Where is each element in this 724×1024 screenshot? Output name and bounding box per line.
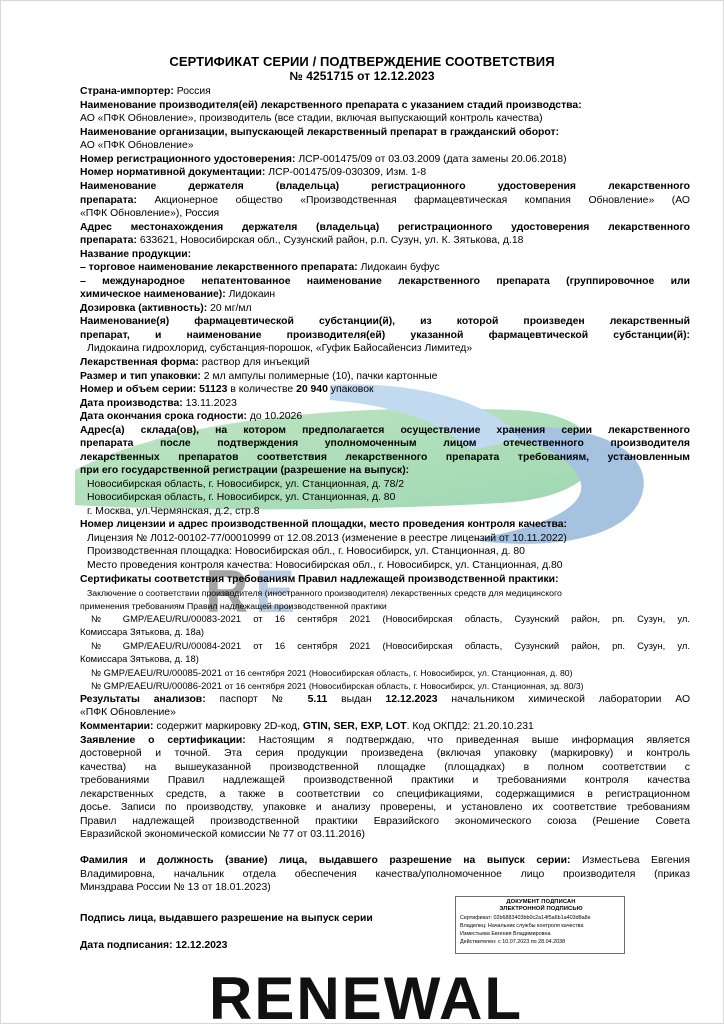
gmp-cert-1-cont: Комиссара Зятькова, д. 18а) <box>80 626 205 637</box>
holder-value-cont: «ПФК Обновление»), Россия <box>80 208 220 219</box>
certification-statement-3: качества) на вышеуказанной производственной площадке (площадках) в полном соответствии с <box>80 762 690 773</box>
license-value: Лицензия № Л012-00102-77/00010999 от 12.08.2013 (изменение в реестре лицензий от 10.11.2022) <box>87 533 567 544</box>
inn-value: химическое наименование): Лидокаин <box>80 289 276 300</box>
signature-label: Подпись лица, выдавшего разрешение на выпуск серии <box>80 913 373 924</box>
warehouse-label-cont3: при его государственной регистрации (разрешение на выпуск): <box>80 465 410 476</box>
gmp-cert-3: № GMP/EAEU/RU/00085-2021 от 16 сентября 2021 (Новосибирская область, г. Новосибирск, ул. Станционная, д. 80) <box>91 667 573 678</box>
analysis-results: Результаты анализов: паспорт № 5.11 выдан 12.12.2023 начальником химической лаборатории АО <box>80 694 691 705</box>
certification-statement-2: достоверной и точной. Эта серия продукции произведена (включая упаковку (маркировку) и контроль <box>80 748 690 759</box>
warehouse-label-cont2: лекарственных препаратов соответствия лекарственного препарата требованиям, установленным <box>80 452 690 463</box>
electronic-signature-stamp <box>455 896 625 954</box>
gmp-cert-1: № GMP/EAEU/RU/00083-2021 от 16 сентября 2021 (Новосибирская область, Сузунский район, рп. Сузун, ул. <box>91 613 690 624</box>
certification-statement-8: Евразийской экономической комиссии № 77 от 03.11.2016) <box>80 829 365 840</box>
qp-name: Фамилия и должность (звание) лица, выдавшего разрешение на выпуск серии: Изместьева Евгения <box>80 855 690 866</box>
warehouse-label-cont1: препарата после подтверждения уполномоченным лицом отечественного производителя <box>80 438 690 449</box>
qp-name-cont: Владимировна, начальник отдела обеспечения качества/уполномоченное лицо производителя (приказ <box>80 869 690 880</box>
product-name-label: Название продукции: <box>80 249 192 260</box>
warehouse-address-1: Новосибирская область, г. Новосибирск, ул. Станционная, д. 78/2 <box>87 479 405 490</box>
dosage-form: Лекарственная форма: раствор для инъекций <box>80 357 310 368</box>
warehouse-address-2: Новосибирская область, г. Новосибирск, ул. Станционная, д. 80 <box>87 492 396 503</box>
signature-stamp-title: ДОКУМЕНТ ПОДПИСАН <box>506 899 576 905</box>
signature-validity: Действителен: с 10.07.2023 по 28.04.2038 <box>460 939 566 945</box>
manufacturer-value: АО «ПФК Обновление», производитель (все стадии, включая выпускающий контроль качества) <box>80 113 543 124</box>
inn-label: – международное непатентованное наименование лекарственного препарата (группировочное или <box>80 276 690 287</box>
production-site: Производственная площадка: Новосибирская обл., г. Новосибирск, ул. Станционная, д. 80 <box>87 546 525 557</box>
svg-text:E: E <box>255 558 297 625</box>
gmp-cert-4: № GMP/EAEU/RU/00086-2021 от 16 сентября 2021 (Новосибирская область, г. Новосибирск, ул. Станционная, зд. 80/3) <box>91 680 584 691</box>
gmp-label: Сертификаты соответствия требованиям Правил надлежащей производственной практики: <box>80 574 559 585</box>
release-org-label: Наименование организации, выпускающей лекарственный препарат в гражданский оборот: <box>80 127 560 138</box>
release-org-value: АО «ПФК Обновление» <box>80 140 194 151</box>
normative-doc-number: Номер нормативной документации: ЛСР-001475/09-030309, Изм. 1-8 <box>80 167 427 178</box>
svg-text:R: R <box>205 558 250 625</box>
batch-number: Номер и объем серии: 51123 в количестве 20 940 упаковок <box>80 384 374 395</box>
quality-control-site: Место проведения контроля качества: Новосибирская обл., г. Новосибирск, ул. Станционная, д.80 <box>87 560 563 571</box>
certificate-title: СЕРТИФИКАТ СЕРИИ / ПОДТВЕРЖДЕНИЕ СООТВЕТСТВИЯ <box>169 54 555 69</box>
gmp-cert-2: № GMP/EAEU/RU/00084-2021 от 16 сентября 2021 (Новосибирская область, Сузунский район, рп. Сузун, ул. <box>91 640 690 651</box>
certification-statement: Заявление о сертификации: Настоящим я подтверждаю, что приведенная выше информация является <box>80 735 691 746</box>
expiry-date: Дата окончания срока годности: до 10.2026 <box>80 411 303 422</box>
warehouse-label: Адрес(а) склада(ов), на котором предполагается осуществление хранения серии лекарственного <box>80 425 690 436</box>
trade-name: – торговое наименование лекарственного препарата: Лидокаин буфус <box>80 262 440 273</box>
signature-certificate: Сертификат: 02b6883403bb0c2a14f5a6b1a403d8a8e <box>460 915 591 921</box>
gmp-conclusion: Заключение о соответствии производителя (иностранного производителя) лекарственных средств для медицинского <box>87 588 562 598</box>
gmp-conclusion-cont: применения требованиям Правил надлежащей производственной практики <box>80 601 387 611</box>
certification-statement-4: требованиями Правил надлежащей производственной практики и требованиями контроля качества <box>80 775 690 786</box>
substance-value: Лидокаина гидрохлорид, субстанция-порошок, «Гуфик Байосайенсиз Лимитед» <box>87 343 473 354</box>
substance-label-cont: препарат, и наименование производителя(ей) указанной фармацевтической субстанции(й): <box>80 330 690 341</box>
gmp-cert-2-cont: Комиссара Зятькова, д. 18) <box>80 653 199 664</box>
license-label: Номер лицензии и адрес производственной площадки, место проведения контроля качества: <box>80 519 567 530</box>
importer-country: Страна-импортер: Россия <box>80 86 211 97</box>
watermark-text: RENEWAL <box>209 965 523 1024</box>
holder-address-label: Адрес местонахождения держателя (владельца) регистрационного удостоверения лекарственного <box>80 222 690 233</box>
warehouse-address-3: г. Москва, ул.Чермянская, д.2, стр.8 <box>87 506 260 517</box>
dosage: Дозировка (активность): 20 мг/мл <box>80 303 252 314</box>
certification-statement-5: лекарственных средств, а также в соответствии со спецификациями, содержащимися в регистрационном <box>80 789 690 800</box>
analysis-results-cont: «ПФК Обновление» <box>80 707 176 718</box>
certification-statement-6: досье. Записи по производству, упаковке и анализу проверены, и установлено их соответствие требованиям <box>80 802 690 813</box>
manufacturer-label: Наименование производителя(ей) лекарственного препарата с указанием стадий производства: <box>80 100 582 111</box>
comments: Комментарии: содержит маркировку 2D-код, GTIN, SER, EXP, LOT. Код ОКПД2: 21.20.10.231 <box>80 721 534 732</box>
qp-name-cont2: Минздрава России № 13 от 18.01.2023) <box>80 882 271 893</box>
signing-date: Дата подписания: 12.12.2023 <box>80 940 228 951</box>
registration-number: Номер регистрационного удостоверения: ЛСР-001475/09 от 03.03.2009 (дата замены 20.06.2018) <box>80 154 567 165</box>
certification-statement-7: Правил надлежащей производственной практики Евразийского экономического союза (Решение Совета <box>80 816 690 827</box>
holder-value: препарата: Акционерное общество «Производственная фармацевтическая компания Обновление» (АО <box>80 195 691 206</box>
signature-owner: Владелец: Начальник службы контроля качества <box>460 923 584 929</box>
holder-address-value: препарата: 633621, Новосибирская обл., Сузунский район, р.п. Сузун, ул. К. Зятькова, д.18 <box>80 235 524 246</box>
package-size: Размер и тип упаковки: 2 мл ампулы полимерные (10), пачки картонные <box>80 371 438 382</box>
signature-name: Изместьева Евгения Владимировна <box>460 931 551 937</box>
substance-label: Наименование(я) фармацевтической субстанции(й), из которой произведен лекарственный <box>80 316 690 327</box>
signature-stamp-subtitle: ЭЛЕКТРОННОЙ ПОДПИСЬЮ <box>499 906 583 912</box>
holder-label: Наименование держателя (владельца) регистрационного удостоверения лекарственного <box>80 181 690 192</box>
certificate-number: № 4251715 от 12.12.2023 <box>289 69 435 83</box>
production-date: Дата производства: 13.11.2023 <box>80 398 237 409</box>
